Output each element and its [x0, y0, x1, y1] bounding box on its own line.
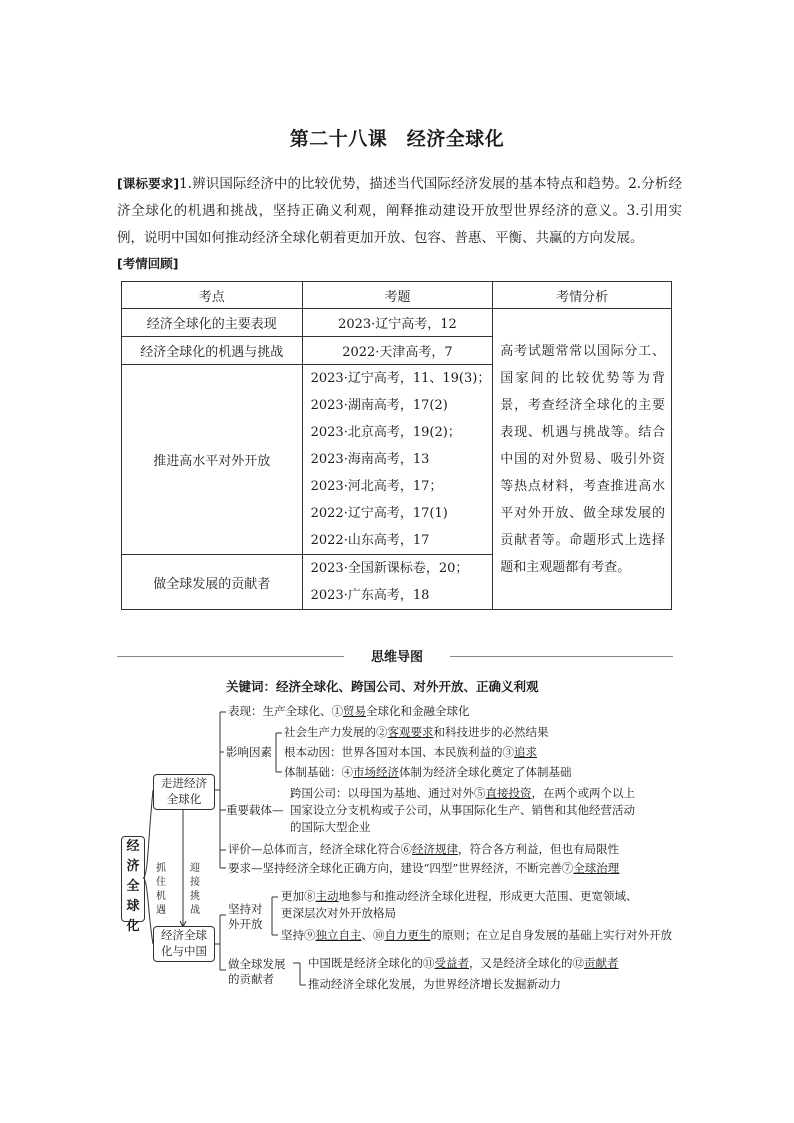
exam-item: 2023·海南高考，13	[310, 452, 430, 467]
keywords: 关键词：经济全球化、跨国公司、对外开放、正确义利观	[226, 679, 539, 694]
page-title: 第二十八课 经济全球化	[289, 128, 505, 150]
exam-item: 2023·湖南高考，17(2)	[310, 398, 448, 413]
point-cell: 经济全球化的主要表现	[122, 309, 303, 337]
exam-item: 2023·全国新课标卷，20；	[310, 561, 469, 576]
col-header-exam: 考题	[302, 282, 493, 309]
point-cell: 经济全球化的机遇与挑战	[122, 337, 303, 365]
exam-item: 2023·辽宁高考，11、19(3)；	[310, 371, 491, 386]
open-item: 更加⑧主动地参与和推动经济全球化进程，形成更大范围、更宽领域、	[281, 889, 638, 903]
manifestation: 表现：生产全球化、①贸易全球化和金融全球化	[228, 704, 470, 718]
link-label-seize: 抓住机遇	[156, 863, 166, 916]
node-globalization	[153, 774, 215, 810]
review-tag: [考情回顾]	[117, 256, 179, 271]
node-label: 经济全球	[161, 928, 207, 942]
carrier-line: 国家设立分支机构或子公司，从事国际化生产、销售和其他经营活动	[290, 803, 635, 817]
node-label: 全球化	[166, 792, 202, 806]
col-header-analysis: 考情分析	[493, 282, 672, 309]
exam-item: 2022·辽宁高考，17(1)	[310, 506, 448, 521]
analysis-cell: 高考试题常常以国际分工、国家间的比较优势等为背景，考查经济全球化的主要表现、机遇与挑战等。结合中国的对外贸易、吸引外资等热点材料，考查推进高水平对外开放、做全球发展的贡献者等。命题形式上选择题和主观题都有考查。	[493, 309, 672, 610]
point-cell: 做全球发展的贡献者	[122, 555, 303, 610]
carrier-label: 重要载体—	[226, 803, 284, 817]
requirement: 要求—坚持经济全球化正确方向，建设“四型”世界经济，不断完善⑦全球治理	[228, 861, 620, 875]
exam-item: 2023·广东高考，18	[310, 588, 430, 603]
open-item: 更深层次对外开放格局	[281, 906, 396, 920]
open-item: 坚持⑨独立自主、⑩自力更生的原则；在立足自身发展的基础上实行对外开放	[281, 928, 672, 942]
exam-item: 2023·北京高考，19(2)；	[310, 425, 461, 440]
contribute-item: 中国既是经济全球化的⑪受益者，又是经济全球化的⑫贡献者	[308, 956, 619, 970]
carrier-line: 跨国公司：以母国为基地、通过对外⑤直接投资，在两个或两个以上	[290, 786, 635, 800]
influence-item: 根本动因：世界各国对本国、本民族利益的③追求	[284, 745, 537, 759]
node-label: 走进经济	[161, 776, 207, 790]
exam-item: 2022·山东高考，17	[310, 533, 430, 548]
link-label-meet: 迎接挑战	[190, 863, 200, 916]
evaluation: 评价—总体而言，经济全球化符合⑥经济规律，符合各方利益，但也有局限性	[228, 842, 619, 856]
exam-cell: 2023·辽宁高考，12	[302, 309, 493, 337]
standards-text: 1.辨识国际经济中的比较优势，描述当代国际经济发展的基本特点和趋势。2.分析经济全球化的机遇和挑战，坚持正确义利观，阐释推动建设开放型世界经济的意义。3.引用实例，说明中国如何推动经济全球化朝着更加开放、包容、普惠、平衡、共赢的方向发展。	[117, 176, 682, 246]
point-cell: 推进高水平对外开放	[122, 365, 303, 555]
open-label: 坚持对 外开放	[228, 902, 263, 931]
contribute-item: 推动经济全球化发展，为世界经济增长发掘新动力	[308, 977, 561, 991]
influence-label: 影响因素	[226, 745, 272, 759]
influence-item: 社会生产力发展的②客观要求和科技进步的必然结果	[284, 725, 549, 739]
node-china	[153, 926, 215, 962]
carrier-line: 的国际大型企业	[290, 820, 371, 834]
mindmap-title: 思维导图	[370, 650, 423, 665]
node-label: 化与中国	[161, 944, 207, 958]
standards-tag: [课标要求]	[117, 176, 180, 191]
contribute-label: 做全球发展 的贡献者	[228, 957, 286, 986]
root-node: 经济全球化	[121, 836, 145, 922]
col-header-point: 考点	[122, 282, 303, 309]
exam-cell: 2022·天津高考，7	[302, 337, 493, 365]
influence-item: 体制基础：④市场经济体制为经济全球化奠定了体制基础	[284, 765, 572, 779]
exam-item: 2023·河北高考，17；	[310, 479, 443, 494]
